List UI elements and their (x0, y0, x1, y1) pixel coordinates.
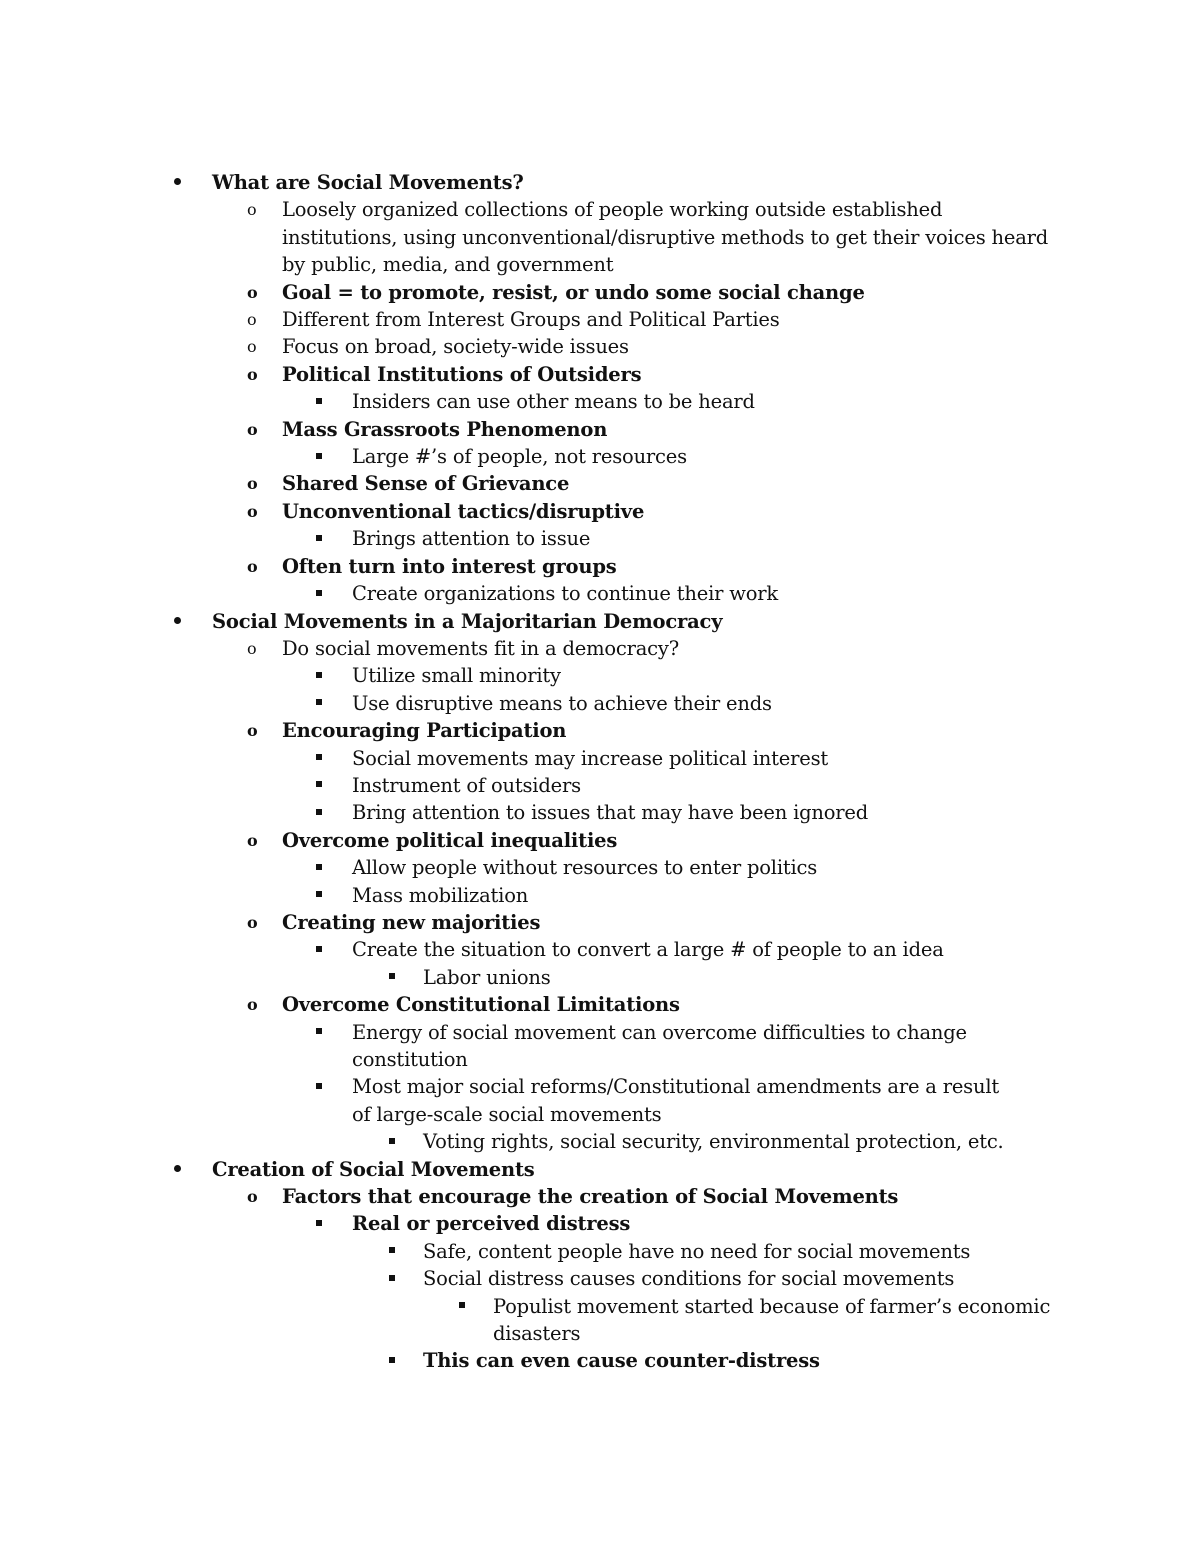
outline-item-text: Bring attention to issues that may have been ignored (352, 801, 869, 825)
outline-item-level-5 (0, 1293, 1200, 1348)
bullet-icon (389, 1238, 409, 1265)
bullet-icon (389, 964, 409, 991)
bullet-icon (389, 1347, 409, 1374)
outline-item-text: Labor unions (423, 965, 551, 989)
outline-item-text: Instrument of outsiders (352, 773, 581, 797)
bullet-icon: o (247, 1187, 258, 1207)
outline-item-level-2 (0, 991, 1200, 1018)
bullet-icon (389, 1265, 409, 1292)
bullet-icon: o (247, 282, 258, 302)
outline-item-text: Most major social reforms/Constitutional amendments are a result of large-scale social movements (352, 1075, 1000, 1126)
bullet-icon: o (247, 830, 258, 850)
outline-item-text: Insiders can use other means to be heard (352, 390, 755, 414)
outline-item-level-2 (0, 717, 1200, 744)
outline-item-level-3 (0, 388, 1200, 415)
outline-item-level-1 (0, 608, 1200, 635)
bullet-icon (389, 1128, 409, 1155)
outline-item-level-3 (0, 662, 1200, 689)
outline-item-level-2 (0, 553, 1200, 580)
outline-item-level-3 (0, 936, 1200, 963)
outline-item-text: Focus on broad, society-wide issues (282, 335, 629, 359)
outline-item-level-4 (0, 964, 1200, 991)
outline-item-level-4 (0, 1238, 1200, 1265)
bullet-icon (316, 772, 336, 799)
outline-item-level-2 (0, 306, 1200, 333)
outline-item-text: Creating new majorities (282, 910, 541, 934)
outline-item-text: Factors that encourage the creation of Social Movements (282, 1185, 899, 1209)
outline-item-text: Mass mobilization (352, 883, 529, 907)
bullet-icon (316, 580, 336, 607)
outline-item-level-2 (0, 279, 1200, 306)
bullet-icon (459, 1293, 479, 1320)
outline-item-level-2 (0, 635, 1200, 662)
bullet-icon (316, 936, 336, 963)
outline-item-level-3 (0, 1019, 1200, 1074)
outline-item-level-3 (0, 772, 1200, 799)
bullet-icon (316, 1073, 336, 1100)
bullet-icon (316, 1019, 336, 1046)
bullet-icon: o (247, 501, 258, 521)
outline-item-level-2 (0, 416, 1200, 443)
outline-item-text: Loosely organized collections of people working outside established institutions, using unconventional/disruptive methods to get their voices heard by public, media, and government (282, 198, 1049, 277)
bullet-icon (316, 443, 336, 470)
outline-item-text: Real or perceived distress (352, 1212, 631, 1236)
bullet-icon: o (247, 364, 258, 384)
outline-item-level-2 (0, 827, 1200, 854)
document-page (0, 169, 1200, 1375)
outline-item-text: Social movements may increase political interest (352, 746, 829, 770)
outline-item-text: Overcome Constitutional Limitations (282, 993, 680, 1017)
outline-item-text: Create organizations to continue their work (352, 582, 779, 606)
outline-item-level-2 (0, 1183, 1200, 1210)
bullet-icon (316, 854, 336, 881)
outline-item-text: Shared Sense of Grievance (282, 472, 570, 496)
outline-item-level-2 (0, 470, 1200, 497)
outline-item-text: Mass Grassroots Phenomenon (282, 417, 608, 441)
outline-item-level-2 (0, 909, 1200, 936)
bullet-icon: o (247, 912, 258, 932)
outline-item-text: Do social movements fit in a democracy? (282, 636, 679, 660)
outline-item-text: Often turn into interest groups (282, 554, 617, 578)
outline-item-level-3 (0, 443, 1200, 470)
outline-item-text: Overcome political inequalities (282, 828, 618, 852)
outline-item-text: Use disruptive means to achieve their ends (352, 691, 772, 715)
outline-item-text: Voting rights, social security, environmental protection, etc. (423, 1130, 1004, 1154)
outline-item-level-4 (0, 1347, 1200, 1374)
bullet-icon: o (247, 721, 258, 741)
outline-item-level-3 (0, 1210, 1200, 1237)
outline-item-text: Political Institutions of Outsiders (282, 362, 642, 386)
bullet-icon (316, 1210, 336, 1237)
outline-item-text: Social distress causes conditions for social movements (423, 1267, 955, 1291)
outline-item-level-3 (0, 882, 1200, 909)
outline-item-level-3 (0, 854, 1200, 881)
bullet-icon: o (247, 419, 258, 439)
outline-item-level-3 (0, 1073, 1200, 1128)
outline-item-level-3 (0, 799, 1200, 826)
bullet-icon (316, 882, 336, 909)
outline-item-level-2 (0, 333, 1200, 360)
bullet-icon (174, 608, 194, 635)
outline-item-level-1 (0, 1156, 1200, 1183)
outline-item-text: Encouraging Participation (282, 719, 567, 743)
bullet-icon: o (247, 638, 257, 658)
outline-item-text: Different from Interest Groups and Political Parties (282, 308, 780, 332)
outline-item-text: What are Social Movements? (212, 171, 524, 194)
bullet-icon (316, 525, 336, 552)
outline-item-level-1 (0, 169, 1200, 196)
bullet-icon (316, 745, 336, 772)
bullet-icon (316, 690, 336, 717)
outline-item-text: Utilize small minority (352, 664, 561, 688)
bullet-icon (174, 1156, 194, 1183)
outline-item-text: Brings attention to issue (352, 527, 591, 551)
outline-item-level-4 (0, 1265, 1200, 1292)
bullet-icon (174, 169, 194, 196)
bullet-icon (316, 799, 336, 826)
outline-item-text: Large #’s of people, not resources (352, 445, 687, 469)
outline-item-text: Creation of Social Movements (212, 1157, 535, 1181)
outline-item-level-4 (0, 1128, 1200, 1155)
bullet-icon: o (247, 337, 257, 357)
bullet-icon: o (247, 310, 257, 330)
bullet-icon (316, 388, 336, 415)
outline-item-text: Allow people without resources to enter politics (352, 856, 818, 880)
bullet-icon: o (247, 200, 257, 220)
bullet-icon: o (247, 995, 258, 1015)
outline-item-text: Social Movements in a Majoritarian Democracy (212, 609, 723, 633)
bullet-icon: o (247, 474, 258, 494)
outline-item-text: Create the situation to convert a large # of people to an idea (352, 938, 944, 962)
outline-item-text: This can even cause counter-distress (423, 1349, 820, 1373)
outline-item-text: Goal = to promote, resist, or undo some social change (282, 280, 865, 304)
outline-item-level-2 (0, 196, 1200, 278)
outline-item-text: Energy of social movement can overcome difficulties to change constitution (352, 1020, 967, 1071)
bullet-icon: o (247, 556, 258, 576)
outline-item-level-3 (0, 690, 1200, 717)
outline-item-level-3 (0, 580, 1200, 607)
outline-item-level-3 (0, 745, 1200, 772)
outline-item-level-3 (0, 525, 1200, 552)
outline-item-text: Populist movement started because of farmer’s economic disasters (493, 1294, 1051, 1346)
outline-item-text: Safe, content people have no need for social movements (423, 1239, 971, 1263)
bullet-icon (316, 662, 336, 689)
outline-item-level-2 (0, 361, 1200, 388)
outline-item-level-2 (0, 498, 1200, 525)
outline-item-text: Unconventional tactics/disruptive (282, 499, 645, 523)
